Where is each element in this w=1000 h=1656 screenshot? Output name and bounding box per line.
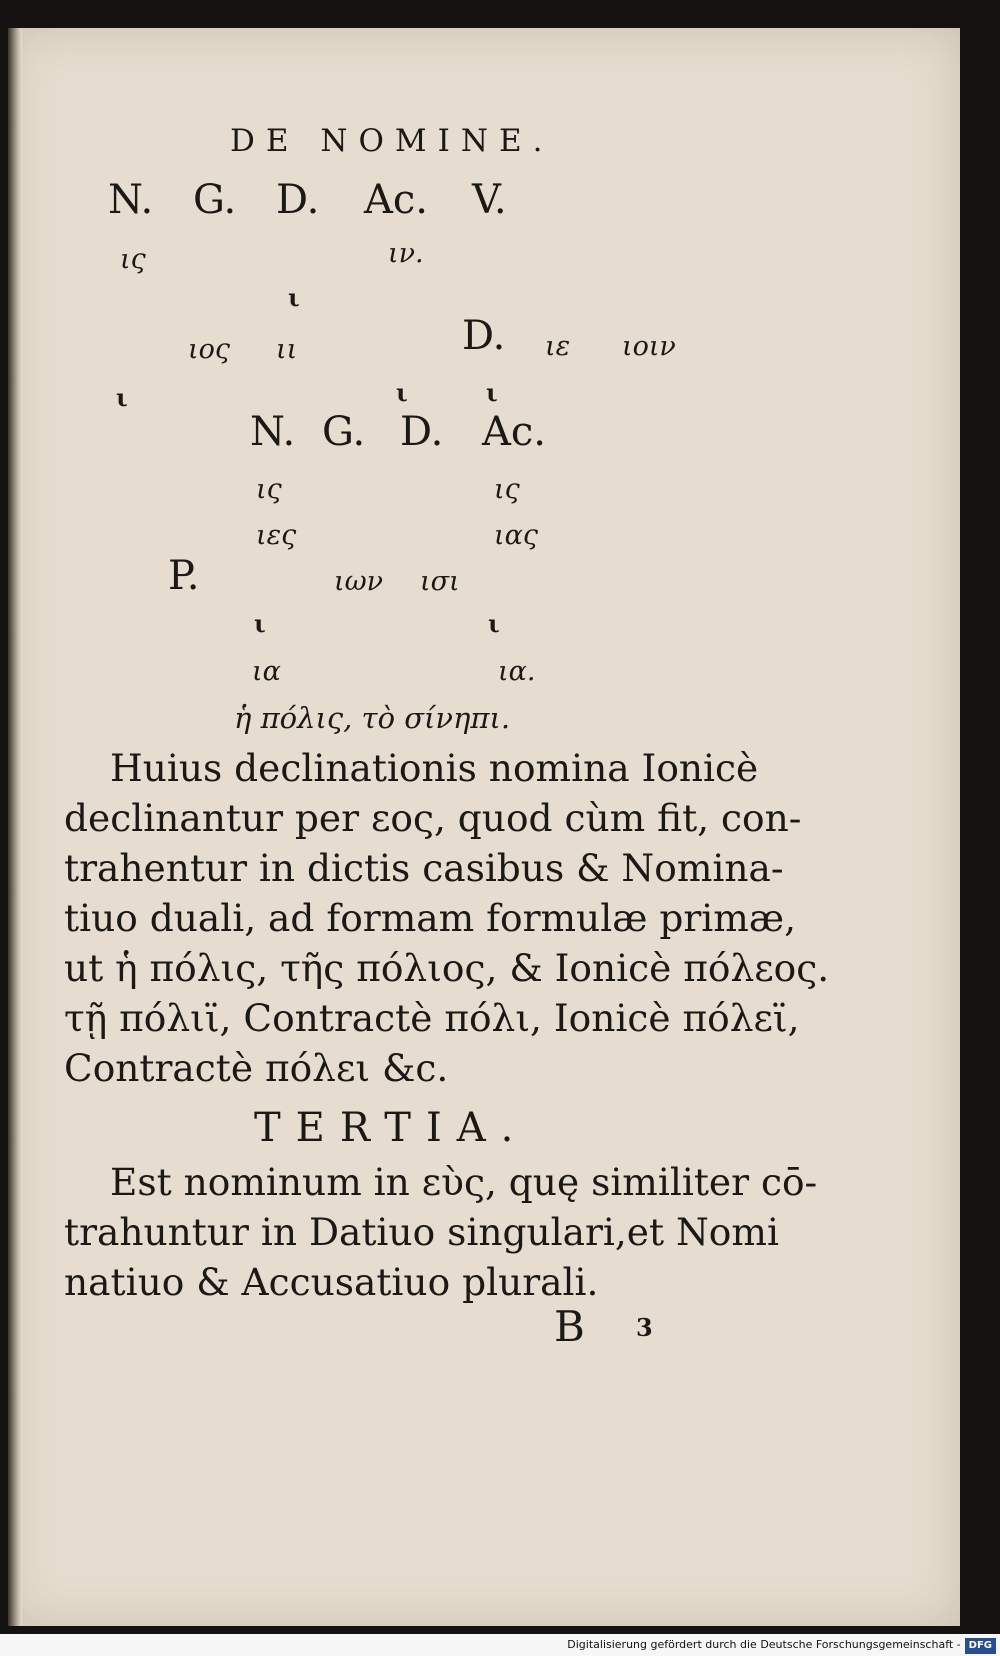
signature-mark: B — [554, 1302, 585, 1351]
body-line: τῇ πόλιϊ, Contractè πόλι, Ionicè πόλεϊ, — [64, 996, 800, 1040]
plural-case-n: N. — [250, 409, 296, 455]
plural-label: P. — [168, 553, 200, 599]
case-label-v: V. — [472, 177, 507, 223]
dfg-logo: DFG — [965, 1638, 996, 1654]
section-line: Est nominum in εὺς, quę similiter cō- — [110, 1160, 818, 1204]
letter-mark: ι — [254, 609, 266, 638]
section-line: natiuo & Accusatiuo plurali. — [64, 1260, 599, 1304]
plural-case-ac: Ac. — [482, 409, 547, 455]
letter-mark: ι — [288, 283, 300, 312]
signature-number: 3 — [636, 1313, 653, 1342]
ending-ia-period: ια. — [498, 656, 536, 687]
ending-ies: ιες — [256, 520, 297, 551]
ending-ie: ιε — [545, 331, 571, 362]
section-title: TERTIA. — [254, 1105, 529, 1151]
ending-ioin: ιοιν — [622, 331, 676, 362]
plural-case-d: D. — [400, 409, 444, 455]
body-line: Contractè πόλει &c. — [64, 1046, 449, 1090]
letter-mark: ι — [488, 609, 500, 638]
body-line: trahentur in dictis casibus & Nomina- — [64, 846, 784, 890]
dual-label: D. — [462, 313, 506, 359]
body-line: declinantur per εος, quod cùm fit, con- — [64, 796, 802, 840]
running-header: DE NOMINE. — [230, 123, 554, 159]
ending-ion: ιων — [334, 566, 384, 597]
ending-ias: ιας — [494, 520, 538, 551]
letter-mark: ι — [116, 383, 128, 412]
ending-pl-acc: ις — [494, 474, 520, 505]
ending-isi: ισι — [420, 566, 460, 597]
digitization-footer — [0, 1634, 1000, 1656]
letter-mark: ι — [396, 378, 408, 407]
ending-in: ιν. — [388, 238, 424, 269]
ending-is: ις — [120, 244, 146, 275]
body-line: ut ἡ πόλις, τῆς πόλιος, & Ionicè πόλεος. — [64, 946, 830, 990]
letter-mark: ι — [486, 378, 498, 407]
case-label-n: N. — [108, 177, 154, 223]
ending-ia: ια — [252, 656, 281, 687]
footer-text: Digitalisierung gefördert durch die Deutsche Forschungsgemeinschaft - — [567, 1638, 961, 1651]
body-line: Huius declinationis nomina Ionicè — [110, 746, 759, 790]
ending-ios: ιος — [188, 334, 230, 365]
case-label-d: D. — [276, 177, 320, 223]
case-label-g: G. — [193, 177, 237, 223]
ending-pl-nom: ις — [256, 474, 282, 505]
book-spine-shadow — [8, 28, 22, 1626]
ending-ii: ιι — [276, 334, 298, 365]
book-page — [8, 28, 960, 1626]
case-label-ac: Ac. — [364, 177, 429, 223]
example-line: ἡ πόλις, τὸ σίνηπι. — [234, 701, 511, 735]
body-line: tiuo duali, ad formam formulæ primæ, — [64, 896, 797, 940]
plural-case-g: G. — [322, 409, 366, 455]
section-line: trahuntur in Datiuo singulari,et Nomi — [64, 1210, 779, 1254]
